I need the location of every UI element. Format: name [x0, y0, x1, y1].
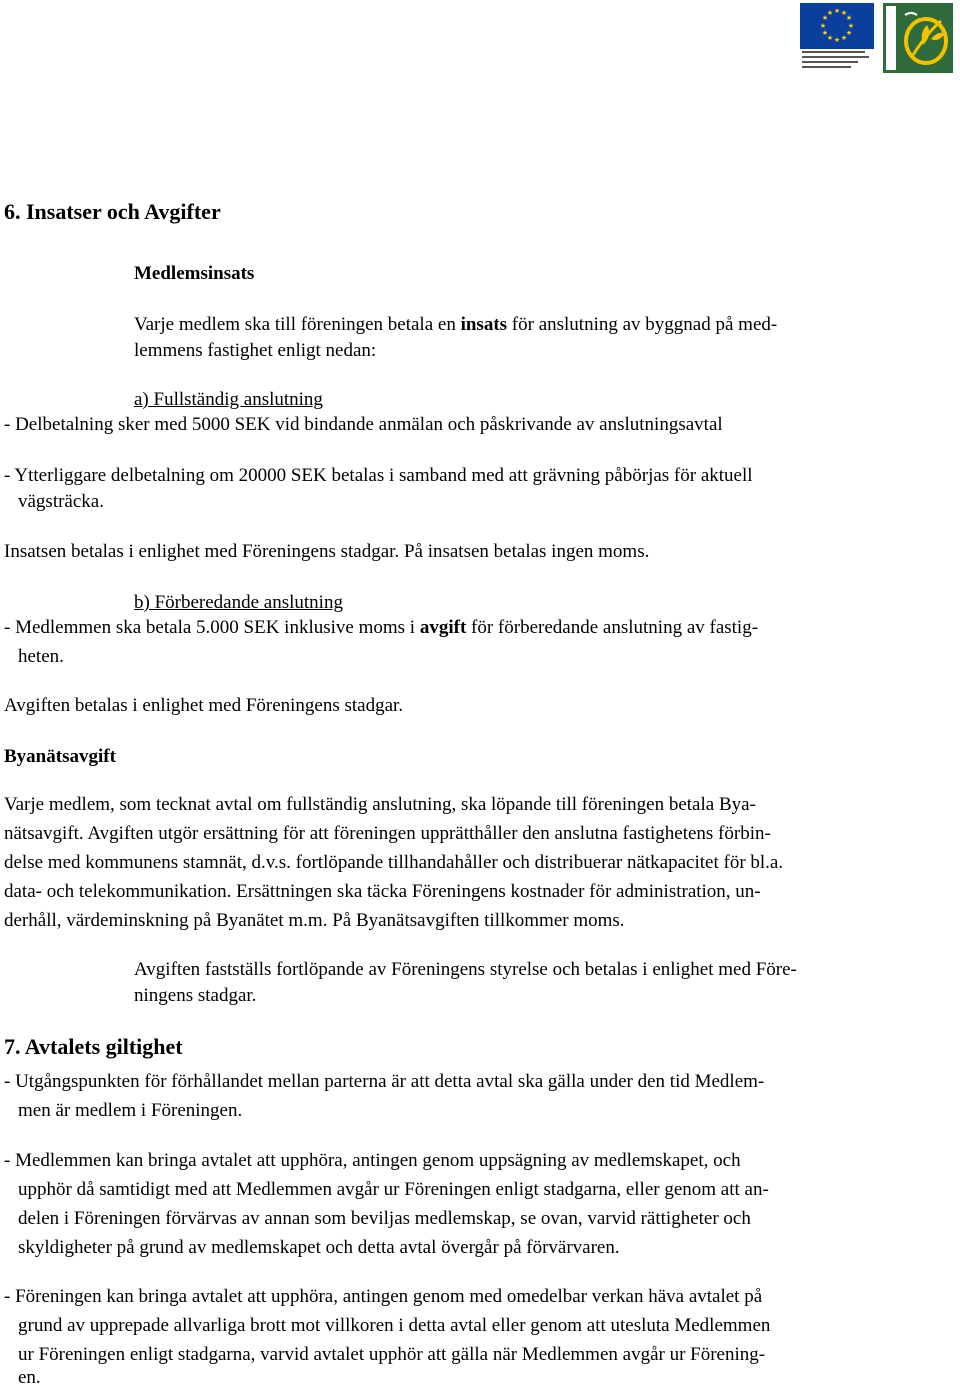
avgift-note: Avgiften betalas i enlighet med Föreningens stadgar.: [4, 695, 404, 716]
giltighet-p2-line-2: upphör då samtidigt med att Medlemmen avgår ur Föreningen enligt stadgarna, eller genom att an-: [18, 1179, 769, 1200]
header-logos: [800, 3, 953, 73]
eu-logo: [800, 3, 874, 73]
svg-text:★: ★: [821, 29, 829, 37]
byanat-line-5: derhåll, värdeminskning på Byanätet m.m. På Byanätsavgiften tillkommer moms.: [4, 910, 625, 931]
byanat-heading: Byanätsavgift: [4, 746, 116, 767]
leader-leaf-icon: [883, 3, 953, 73]
option-a-item-1: - Delbetalning sker med 5000 SEK vid bindande anmälan och påskrivande av anslutningsavtal: [4, 414, 723, 435]
giltighet-p1-line-1: - Utgångspunkten för förhållandet mellan parterna är att detta avtal ska gälla under den tid Medlem-: [4, 1071, 765, 1092]
svg-text:★: ★: [840, 9, 848, 17]
svg-text:★: ★: [845, 14, 853, 22]
intro-line-2: lemmens fastighet enligt nedan:: [134, 340, 377, 361]
option-b-item-line-1: - Medlemmen ska betala 5.000 SEK inklusive moms i avgift för förberedande anslutning av fastig-: [4, 617, 759, 638]
svg-text:★: ★: [826, 9, 834, 17]
svg-text:★: ★: [840, 34, 848, 42]
leader-logo: [883, 3, 953, 73]
byanat-line-3: delse med kommunens stamnät, d.v.s. fortlöpande tillhandahåller och distribuerar nätkapacitet för bl.a.: [4, 852, 784, 873]
medlemsinsats-heading: Medlemsinsats: [134, 263, 255, 284]
styrelse-line-2: ningens stadgar.: [134, 985, 257, 1006]
svg-text:★: ★: [821, 14, 829, 22]
giltighet-p2-line-4: skyldigheter på grund av medlemskapet och detta avtal övergår på förvärvaren.: [18, 1237, 620, 1258]
option-b-heading: b) Förberedande anslutning: [134, 592, 343, 613]
byanat-line-1: Varje medlem, som tecknat avtal om fullständig anslutning, ska löpande till föreningen betala Bya-: [4, 794, 756, 815]
eu-flag-icon: [800, 3, 874, 49]
byanat-line-4: data- och telekommunikation. Ersättningen ska täcka Föreningens kostnader för administration, un-: [4, 881, 761, 902]
giltighet-p2-line-1: - Medlemmen kan bringa avtalet att upphöra, antingen genom uppsägning av medlemskapet, och: [4, 1150, 741, 1171]
section-6-heading: 6. Insatser och Avgifter: [4, 199, 221, 224]
svg-text:★: ★: [847, 22, 855, 30]
insats-note: Insatsen betalas i enlighet med Föreningens stadgar. På insatsen betalas ingen moms.: [4, 541, 650, 562]
svg-text:★: ★: [833, 7, 841, 15]
giltighet-p1-line-2: men är medlem i Föreningen.: [18, 1100, 243, 1121]
intro-line-1: Varje medlem ska till föreningen betala en insats för anslutning av byggnad på med-: [134, 314, 778, 335]
byanat-line-2: nätsavgift. Avgiften utgör ersättning för att föreningen upprätthåller den anslutna fastighetens förbin-: [4, 823, 771, 844]
svg-text:★: ★: [826, 34, 834, 42]
styrelse-line-1: Avgiften fastställs fortlöpande av Föreningens styrelse och betalas i enlighet med Före-: [134, 959, 797, 980]
giltighet-p3-line-1: - Föreningen kan bringa avtalet att upphöra, antingen genom med omedelbar verkan häva avtalet på: [4, 1286, 763, 1307]
option-a-item-2-line-2: vägsträcka.: [18, 491, 104, 512]
eu-logo-caption: [802, 51, 872, 71]
giltighet-p3-line-4: en.: [18, 1367, 41, 1388]
svg-text:★: ★: [833, 36, 841, 44]
section-7-heading: 7. Avtalets giltighet: [4, 1034, 183, 1059]
giltighet-p3-line-2: grund av upprepade allvarliga brott mot villkoren i detta avtal eller genom att utesluta Medlemmen: [18, 1315, 771, 1336]
giltighet-p2-line-3: delen i Föreningen förvärvas av annan som beviljas medlemskap, se ovan, varvid rättigheter och: [18, 1208, 751, 1229]
option-a-heading: a) Fullständig anslutning: [134, 389, 323, 410]
svg-text:★: ★: [819, 22, 827, 30]
giltighet-p3-line-3: ur Föreningen enligt stadgarna, varvid avtalet upphör att gälla när Medlemmen avgår ur Förening-: [18, 1344, 766, 1365]
option-b-item-line-2: heten.: [18, 646, 64, 667]
svg-text:★: ★: [845, 29, 853, 37]
option-a-item-2-line-1: - Ytterliggare delbetalning om 20000 SEK betalas i samband med att grävning påbörjas för aktuell: [4, 465, 753, 486]
